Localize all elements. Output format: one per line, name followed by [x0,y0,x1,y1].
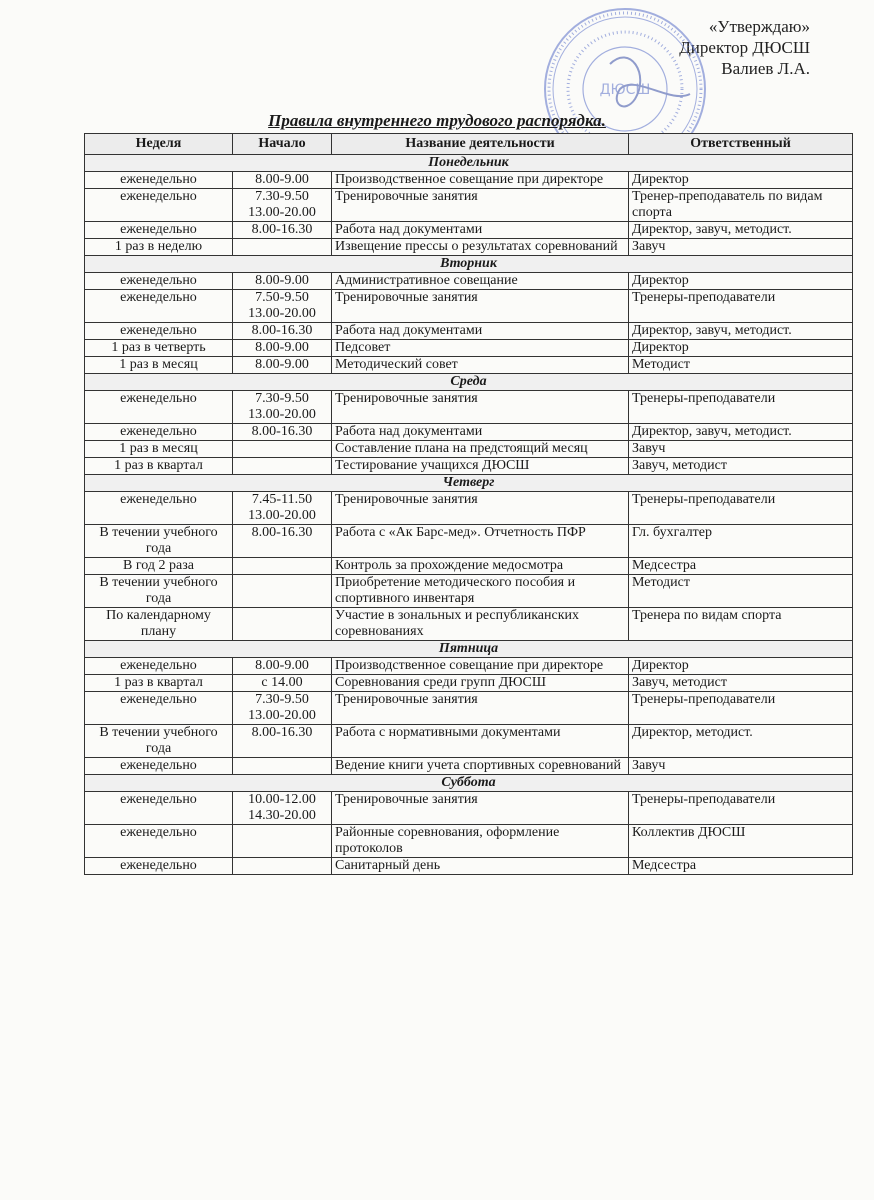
period-cell: В год 2 раза [85,558,233,575]
responsible-cell: Директор [629,340,853,357]
start-cell: 7.45-11.50 13.00-20.00 [233,492,332,525]
responsible-cell: Директор, методист. [629,725,853,758]
approval-block [600,16,810,79]
activity-cell: Участие в зональных и республиканских соревнованиях [332,608,629,641]
activity-cell: Работа над документами [332,323,629,340]
table-row [85,658,853,675]
table-row [85,792,853,825]
table-row [85,525,853,558]
table-row [85,189,853,222]
period-cell: 1 раз в месяц [85,357,233,374]
table-row [85,458,853,475]
schedule-table [84,133,853,875]
responsible-cell: Директор [629,658,853,675]
start-cell: 8.00-9.00 [233,172,332,189]
activity-cell: Извещение прессы о результатах соревнований [332,239,629,256]
day-name: Вторник [85,256,853,273]
period-cell: еженедельно [85,323,233,340]
period-cell: 1 раз в квартал [85,458,233,475]
period-cell: еженедельно [85,858,233,875]
period-cell: еженедельно [85,492,233,525]
day-name: Четверг [85,475,853,492]
approval-line-approve: «Утверждаю» [708,17,810,36]
table-row [85,172,853,189]
period-cell: В течении учебного года [85,525,233,558]
period-cell: еженедельно [85,222,233,239]
period-cell: По календарному плану [85,608,233,641]
table-row [85,290,853,323]
activity-cell: Контроль за прохождение медосмотра [332,558,629,575]
stamp-center-text: ДЮСШ [599,82,651,98]
start-cell [233,825,332,858]
start-cell: 8.00-9.00 [233,273,332,290]
activity-cell: Районные соревнования, оформление протоколов [332,825,629,858]
table-row [85,825,853,858]
start-cell: 7.30-9.50 13.00-20.00 [233,189,332,222]
period-cell: 1 раз в месяц [85,441,233,458]
header-row [85,134,853,155]
table-row [85,222,853,239]
activity-cell: Работа над документами [332,222,629,239]
start-cell [233,441,332,458]
day-name: Среда [85,374,853,391]
period-cell: В течении учебного года [85,575,233,608]
period-cell: еженедельно [85,825,233,858]
period-cell: еженедельно [85,758,233,775]
start-cell [233,575,332,608]
period-cell: еженедельно [85,658,233,675]
responsible-cell: Директор, завуч, методист. [629,323,853,340]
header-week: Неделя [85,134,233,155]
table-row [85,575,853,608]
document-title: Правила внутреннего трудового распорядка. [268,111,606,130]
day-header-row [85,155,853,172]
period-cell: 1 раз в четверть [85,340,233,357]
activity-cell: Работа с «Ак Барс-мед». Отчетность ПФР [332,525,629,558]
start-cell [233,608,332,641]
activity-cell: Работа с нормативными документами [332,725,629,758]
activity-cell: Приобретение методического пособия и спортивного инвентаря [332,575,629,608]
activity-cell: Тренировочные занятия [332,792,629,825]
responsible-cell: Тренеры-преподаватели [629,391,853,424]
period-cell: еженедельно [85,391,233,424]
responsible-cell: Тренеры-преподаватели [629,492,853,525]
activity-cell: Тренировочные занятия [332,189,629,222]
start-cell: 8.00-16.30 [233,222,332,239]
day-header-row [85,256,853,273]
activity-cell: Тренировочные занятия [332,290,629,323]
start-cell: 10.00-12.00 14.30-20.00 [233,792,332,825]
activity-cell: Соревнования среди групп ДЮСШ [332,675,629,692]
table-row [85,758,853,775]
period-cell: 1 раз в неделю [85,239,233,256]
start-cell: 8.00-16.30 [233,424,332,441]
activity-cell: Тренировочные занятия [332,692,629,725]
activity-cell: Ведение книги учета спортивных соревнований [332,758,629,775]
activity-cell: Санитарный день [332,858,629,875]
responsible-cell: Директор, завуч, методист. [629,424,853,441]
day-header-row [85,775,853,792]
start-cell: с 14.00 [233,675,332,692]
start-cell [233,758,332,775]
activity-cell: Тренировочные занятия [332,492,629,525]
responsible-cell: Тренер-преподаватель по видам спорта [629,189,853,222]
responsible-cell: Завуч [629,758,853,775]
table-row [85,391,853,424]
start-cell: 8.00-16.30 [233,323,332,340]
responsible-cell: Тренеры-преподаватели [629,692,853,725]
period-cell: 1 раз в квартал [85,675,233,692]
start-cell: 7.50-9.50 13.00-20.00 [233,290,332,323]
activity-cell: Тренировочные занятия [332,391,629,424]
period-cell: еженедельно [85,189,233,222]
approval-line-name: Валиев Л.А. [721,59,810,78]
responsible-cell: Директор, завуч, методист. [629,222,853,239]
day-header-row [85,475,853,492]
table-row [85,424,853,441]
activity-cell: Работа над документами [332,424,629,441]
start-cell [233,458,332,475]
activity-cell: Составление плана на предстоящий месяц [332,441,629,458]
day-name: Пятница [85,641,853,658]
responsible-cell: Директор [629,172,853,189]
table-row [85,675,853,692]
responsible-cell: Тренеры-преподаватели [629,792,853,825]
header-activity: Название деятельности [332,134,629,155]
responsible-cell: Методист [629,575,853,608]
start-cell: 8.00-16.30 [233,525,332,558]
responsible-cell: Гл. бухгалтер [629,525,853,558]
start-cell: 8.00-16.30 [233,725,332,758]
period-cell: В течении учебного года [85,725,233,758]
responsible-cell: Медсестра [629,558,853,575]
activity-cell: Тестирование учащихся ДЮСШ [332,458,629,475]
activity-cell: Производственное совещание при директоре [332,172,629,189]
start-cell [233,239,332,256]
responsible-cell: Директор [629,273,853,290]
header-start: Начало [233,134,332,155]
start-cell: 7.30-9.50 13.00-20.00 [233,391,332,424]
responsible-cell: Завуч, методист [629,675,853,692]
table-row [85,340,853,357]
responsible-cell: Медсестра [629,858,853,875]
activity-cell: Педсовет [332,340,629,357]
start-cell: 7.30-9.50 13.00-20.00 [233,692,332,725]
header-responsible: Ответственный [629,134,853,155]
start-cell: 8.00-9.00 [233,658,332,675]
period-cell: еженедельно [85,290,233,323]
responsible-cell: Завуч, методист [629,458,853,475]
start-cell [233,558,332,575]
table-row [85,608,853,641]
start-cell [233,858,332,875]
period-cell: еженедельно [85,692,233,725]
table-row [85,441,853,458]
responsible-cell: Завуч [629,239,853,256]
period-cell: еженедельно [85,424,233,441]
approval-line-position: Директор ДЮСШ [679,38,810,57]
responsible-cell: Тренеры-преподаватели [629,290,853,323]
table-row [85,323,853,340]
start-cell: 8.00-9.00 [233,357,332,374]
activity-cell: Методический совет [332,357,629,374]
table-row [85,692,853,725]
table-row [85,492,853,525]
period-cell: еженедельно [85,273,233,290]
table-row [85,558,853,575]
table-row [85,858,853,875]
responsible-cell: Коллектив ДЮСШ [629,825,853,858]
table-row [85,239,853,256]
day-name: Понедельник [85,155,853,172]
table-row [85,725,853,758]
start-cell: 8.00-9.00 [233,340,332,357]
day-name: Суббота [85,775,853,792]
period-cell: еженедельно [85,792,233,825]
responsible-cell: Методист [629,357,853,374]
responsible-cell: Тренера по видам спорта [629,608,853,641]
activity-cell: Административное совещание [332,273,629,290]
day-header-row [85,641,853,658]
responsible-cell: Завуч [629,441,853,458]
day-header-row [85,374,853,391]
period-cell: еженедельно [85,172,233,189]
table-row [85,273,853,290]
table-row [85,357,853,374]
activity-cell: Производственное совещание при директоре [332,658,629,675]
